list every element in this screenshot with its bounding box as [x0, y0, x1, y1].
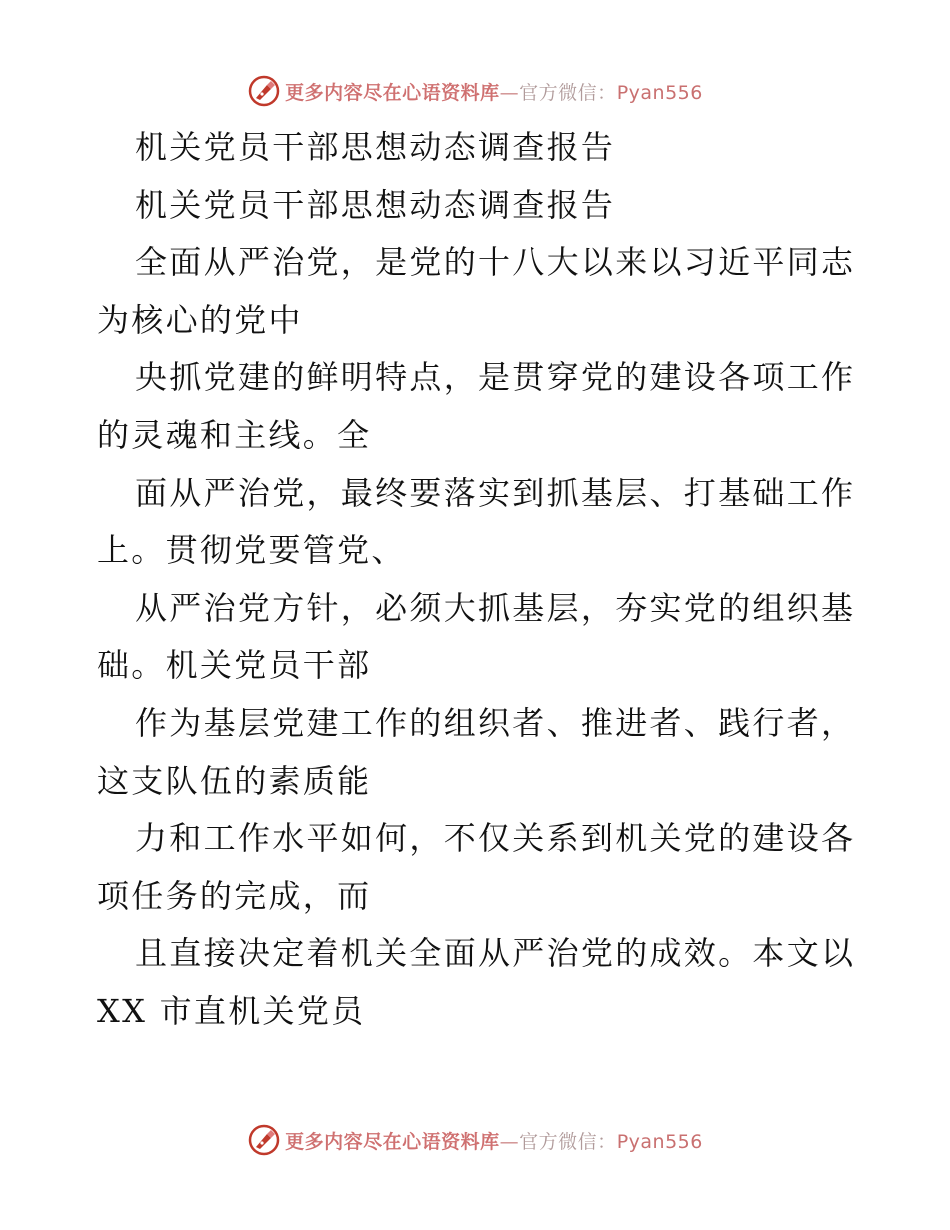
pen-nib-logo-icon	[247, 1123, 281, 1157]
paragraph-line: 这支队伍的素质能	[97, 761, 372, 800]
watermark-official: 官方微信：	[519, 1130, 617, 1153]
paragraph-line: 的灵魂和主线。全	[97, 415, 372, 454]
watermark-wechat-id: Pyan556	[616, 81, 703, 104]
paragraph-line: 面从严治党，最终要落实到抓基层、打基础工作	[135, 473, 856, 512]
watermark-official: 官方微信：	[519, 81, 617, 104]
footer-watermark	[0, 1120, 950, 1160]
paragraph-line: 央抓党建的鲜明特点，是贯穿党的建设各项工作	[135, 358, 856, 397]
paragraph-line: 全面从严治党，是党的十八大以来以习近平同志	[135, 243, 856, 282]
paragraph-line: 项任务的完成，而	[97, 876, 372, 915]
paragraph-line: 且直接决定着机关全面从严治党的成效。本文以	[135, 934, 856, 973]
paragraph-line: 础。机关党员干部	[97, 646, 372, 685]
watermark-text	[285, 78, 703, 105]
watermark-library: 更多内容尽在心语资料库	[285, 81, 500, 104]
paragraph-line: 作为基层党建工作的组织者、推进者、践行者，	[135, 703, 856, 742]
document-title-line: 机关党员干部思想动态调查报告	[135, 128, 616, 166]
watermark-library: 更多内容尽在心语资料库	[285, 1130, 500, 1153]
pen-nib-logo-icon	[247, 74, 281, 108]
paragraph-line: 为核心的党中	[97, 300, 303, 339]
document-title-line: 机关党员干部思想动态调查报告	[135, 185, 616, 224]
watermark-wechat-id: Pyan556	[616, 1130, 703, 1153]
watermark-text	[285, 1127, 703, 1154]
paragraph-line: 上。贯彻党要管党、	[97, 531, 406, 570]
paragraph-line: XX 市直机关党员	[97, 991, 366, 1030]
watermark-dash: —	[499, 81, 520, 104]
document-body	[97, 119, 857, 1041]
paragraph-line: 力和工作水平如何，不仅关系到机关党的建设各	[135, 819, 856, 858]
watermark-dash: —	[499, 1130, 520, 1153]
paragraph-line: 从严治党方针，必须大抓基层，夯实党的组织基	[135, 588, 856, 627]
header-watermark	[0, 71, 950, 111]
